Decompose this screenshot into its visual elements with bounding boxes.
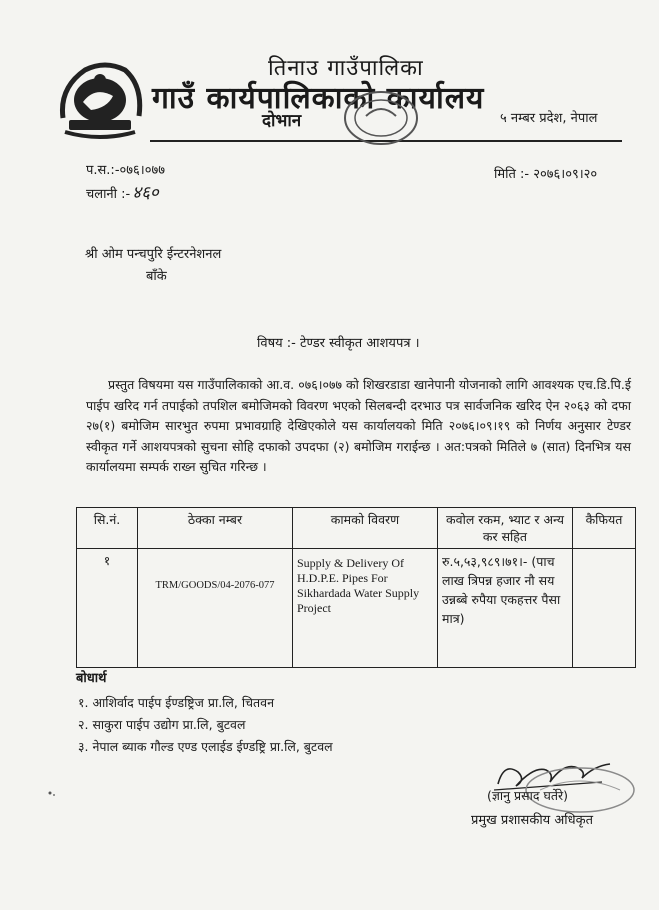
municipality-name: तिनाउ गाउँपालिका xyxy=(268,56,424,81)
tender-table xyxy=(76,507,636,668)
cell-contract-no xyxy=(138,549,293,668)
table-header-row xyxy=(77,508,636,549)
nepal-emblem-icon xyxy=(55,58,145,140)
cc-item: २. साकुरा पाईप उद्योग प्रा.लि, बुटवल xyxy=(78,717,246,732)
office-stamp-icon xyxy=(326,88,436,148)
cell-serial: १ xyxy=(77,549,138,668)
signatory-name: (ज्ञानु प्रसाद घर्तेरे) xyxy=(487,788,568,803)
cell-description xyxy=(293,549,438,668)
letter-body: प्रस्तुत विषयमा यस गाउँपालिकाको आ.व. ०७६।०७७ को शिखरडाडा खानेपानी योजनाको लागि आवश्यक एच.डि.पि.ई पाईप खरिद गर्न तपाईको तपशिल बमोजिमको विवरण भएको सिलबन्दी दरभाउ पत्र सार्वजनिक खरिद ऐन २०६३ को दफा २७(१) बमोजिम सारभुत रुपमा प्रभावग्राहि देखिएकोले यस कार्यालयको मिति २०७६।०९।१९ को निर्णय अनुसार टेण्डर स्वीकृत गर्ने आशयपत्रको सुचना सोहि दफाको उपदफा (२) बमोजिम गराईन्छ । अत:पत्रको मितिले ७ (सात) दिनभित्र यस कार्यालयमा सम्पर्क राख्न सुचित गरिन्छ । xyxy=(86,377,631,474)
cell-amount xyxy=(438,549,573,668)
letter-subject: विषय :- टेण्डर स्वीकृत आशयपत्र । xyxy=(257,336,420,351)
header-description: कामको विवरण xyxy=(293,508,438,549)
province-label: ५ नम्बर प्रदेश, नेपाल xyxy=(500,111,598,126)
dispatch-number xyxy=(86,180,159,203)
addressee-name: श्री ओम पन्चपुरि ईन्टरनेशनल xyxy=(85,247,222,262)
letter-date: मिति :- २०७६।०९।२० xyxy=(494,167,598,182)
office-name: गाउँ कार्यपालिकाको कार्यालय xyxy=(152,81,485,116)
bid-amount: रु.५,५३,९८९।७१।- (पाच लाख त्रिपन्न हजार नौ सय उन्नब्बे रुपैया एकहत्तर पैसा मात्र) xyxy=(442,554,561,626)
office-location: दोभान xyxy=(262,111,302,131)
header-amount: कवोल रकम, भ्याट र अन्य कर सहित xyxy=(438,508,573,549)
cc-item: १. आशिर्वाद पाईप ईण्डष्ट्रिज प्रा.लि, चितवन xyxy=(78,695,275,710)
header-serial: सि.नं. xyxy=(77,508,138,549)
addressee-location: बाँके xyxy=(146,269,167,284)
contract-number: TRM/GOODS/04-2076-077 xyxy=(155,580,275,591)
work-description: Supply & Delivery Of H.D.P.E. Pipes For Sikhardada Water Supply Project xyxy=(297,556,420,615)
cc-heading: बोधार्थ xyxy=(76,671,107,686)
table-row xyxy=(77,549,636,668)
header-contract-no: ठेक्का नम्बर xyxy=(138,508,293,549)
dispatch-label: चलानी :- xyxy=(86,187,131,202)
signatory-title: प्रमुख प्रशासकीय अधिकृत xyxy=(471,813,594,828)
cc-item: ३. नेपाल ब्याक गौल्ड एण्ड एलाईड ईण्डष्ट्रि प्रा.लि, बुटवल xyxy=(78,739,333,754)
reference-number: प.स.:-०७६।०७७ xyxy=(86,163,165,178)
cell-remarks xyxy=(573,549,636,668)
scan-speck-icon xyxy=(47,790,57,798)
dispatch-value: ४६० xyxy=(132,183,159,203)
header-remarks: कैफियत xyxy=(573,508,636,549)
